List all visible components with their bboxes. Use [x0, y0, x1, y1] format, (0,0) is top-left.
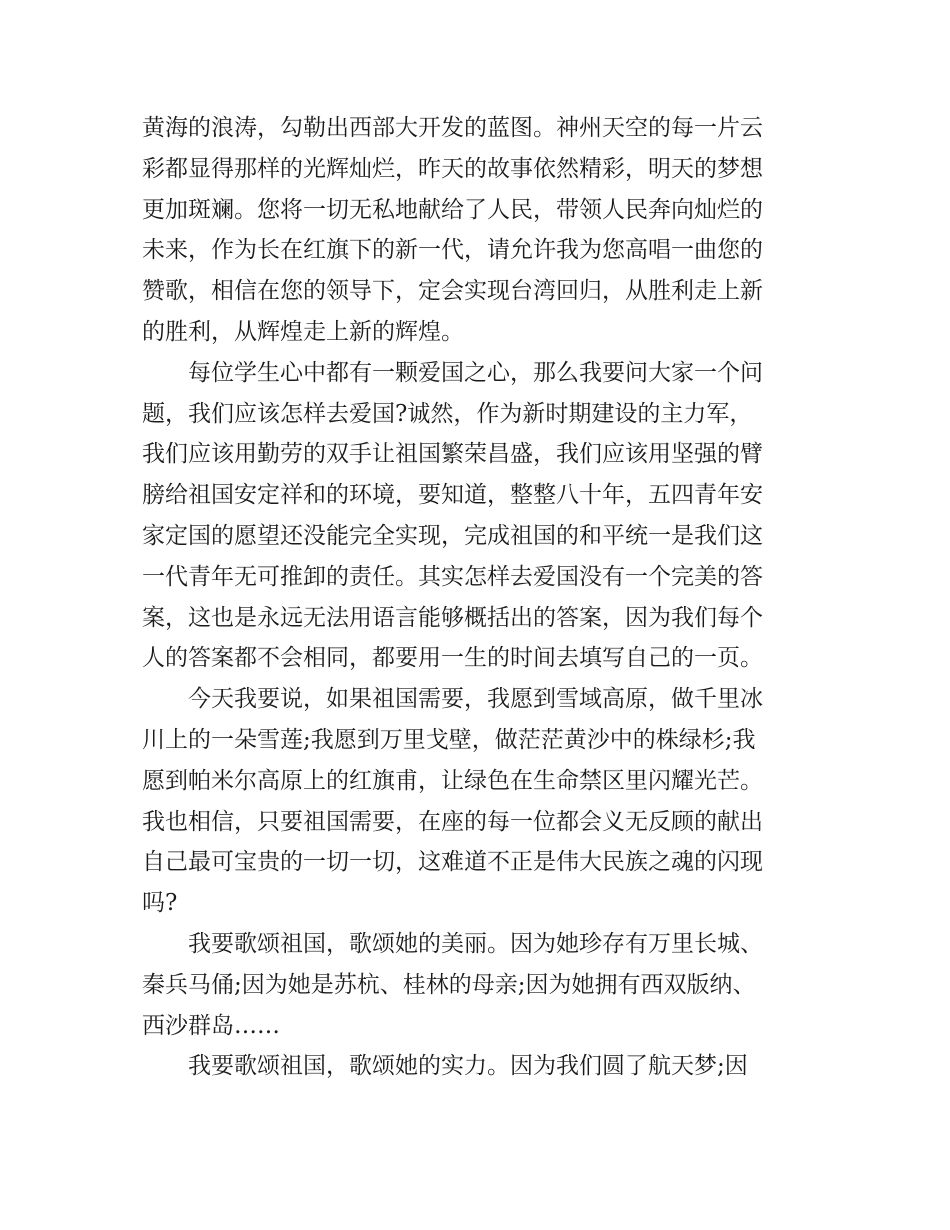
text-line: 我们应该用勤劳的双手让祖国繁荣昌盛，我们应该用坚强的臂	[142, 441, 763, 468]
document-body-text	[142, 108, 812, 1087]
text-line: 更加斑斓。您将一切无私地献给了人民，带领人民奔向灿烂的	[142, 196, 763, 223]
text-line: 今天我要说，如果祖国需要，我愿到雪域高原，做千里冰	[188, 686, 763, 713]
text-line: 未来，作为长在红旗下的新一代，请允许我为您高唱一曲您的	[142, 237, 763, 264]
text-line: 的胜利，从辉煌走上新的辉煌。	[142, 318, 464, 345]
text-line: 川上的一朵雪莲;我愿到万里戈壁，做茫茫黄沙中的株绿杉;我	[142, 726, 756, 753]
text-line: 我也相信，只要祖国需要，在座的每一位都会义无反顾的献出	[142, 808, 763, 835]
text-line: 案，这也是永远无法用语言能够概括出的答案，因为我们每个	[142, 604, 763, 631]
text-line: 西沙群岛……	[142, 1012, 280, 1039]
text-line: 赞歌，相信在您的领导下，定会实现台湾回归，从胜利走上新	[142, 278, 763, 305]
text-line: 膀给祖国安定祥和的环境，要知道，整整八十年，五四青年安	[142, 482, 763, 509]
text-line: 每位学生心中都有一颗爱国之心，那么我要问大家一个问	[188, 359, 763, 386]
text-line: 我要歌颂祖国，歌颂她的实力。因为我们圆了航天梦;因	[188, 1053, 748, 1080]
text-line: 黄海的浪涛，勾勒出西部大开发的蓝图。神州天空的每一片云	[142, 115, 763, 141]
text-line: 吗?	[142, 890, 178, 917]
text-line: 彩都显得那样的光辉灿烂，昨天的故事依然精彩，明天的梦想	[142, 155, 763, 182]
text-line: 秦兵马俑;因为她是苏杭、桂林的母亲;因为她拥有西双版纳、	[142, 971, 756, 998]
text-line: 人的答案都不会相同，都要用一生的时间去填写自己的一页。	[142, 645, 763, 672]
text-line: 题，我们应该怎样去爱国?诚然，作为新时期建设的主力军，	[142, 400, 753, 427]
text-line: 愿到帕米尔高原上的红旗甫，让绿色在生命禁区里闪耀光芒。	[142, 767, 763, 794]
text-line: 一代青年无可推卸的责任。其实怎样去爱国没有一个完美的答	[142, 563, 763, 590]
text-line: 自己最可宝贵的一切一切，这难道不正是伟大民族之魂的闪现	[142, 849, 763, 876]
text-line: 家定国的愿望还没能完全实现，完成祖国的和平统一是我们这	[142, 522, 763, 549]
text-line: 我要歌颂祖国，歌颂她的美丽。因为她珍存有万里长城、	[188, 930, 763, 957]
